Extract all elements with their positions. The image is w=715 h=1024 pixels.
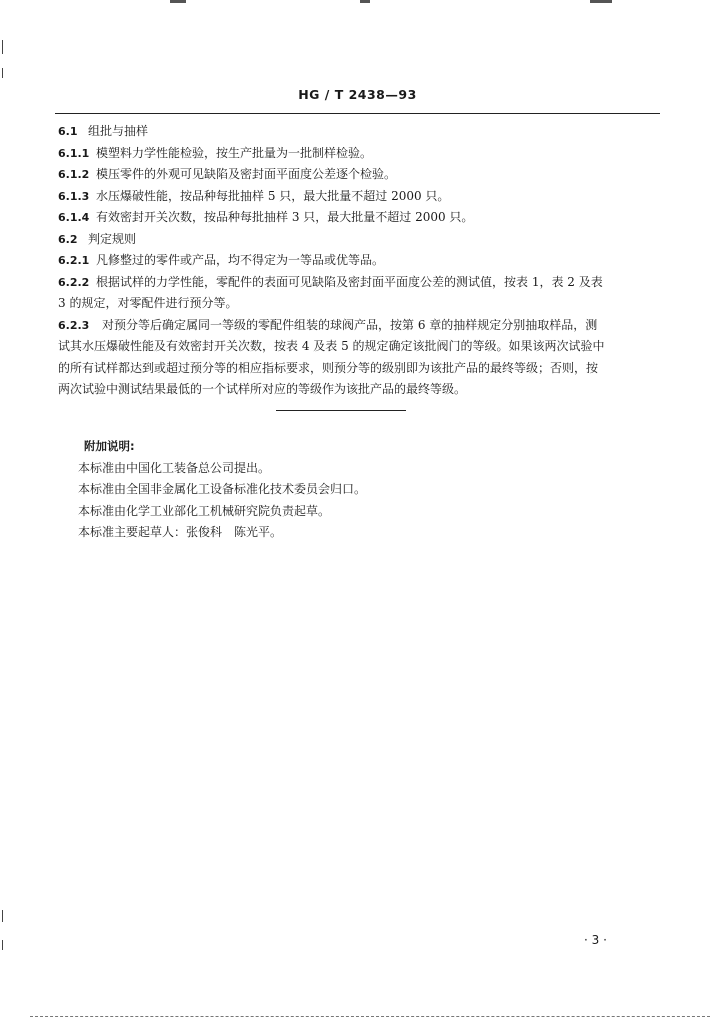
scan-artifact <box>360 0 370 3</box>
notes-line: 本标准由中国化工装备总公司提出。 <box>78 460 271 475</box>
clause-number: 6.2.1 <box>58 254 90 267</box>
scan-artifact <box>2 68 3 78</box>
standard-code-header: HG / T 2438—93 <box>298 87 417 102</box>
clause-number: 6.1.3 <box>58 189 90 203</box>
scan-artifact <box>590 0 612 3</box>
clause-line <box>58 272 660 294</box>
clause-continuation: 试其水压爆破性能及有效密封开关次数，按表 4 及表 5 的规定确定该批阀门的等级。如果该两次试验中 <box>58 339 605 353</box>
clause-line <box>58 315 660 337</box>
clause-continuation: 的所有试样都达到或超过预分等的相应指标要求，则预分等的级别即为该批产品的最终等级；否则，按 <box>58 360 599 375</box>
clause-text: 凡修整过的零件或产品，均不得定为一等品或优等品。 <box>96 253 385 267</box>
header-rule <box>55 113 660 114</box>
section-number: 6.1 <box>58 125 78 138</box>
main-content <box>58 121 660 401</box>
notes-line: 本标准由化学工业部化工机械研究院负责起草。 <box>78 503 331 518</box>
section-text: 组批与抽样 <box>88 124 149 138</box>
clause-text: 水压爆破性能，按品种每批抽样 5 只，最大批量不超过 2000 只。 <box>96 188 450 203</box>
clause-number: 6.2.3 <box>58 318 90 332</box>
clause-number: 6.2.2 <box>58 275 90 289</box>
section-text: 判定规则 <box>88 231 137 246</box>
clause-line <box>58 143 660 165</box>
notes-title: 附加说明: <box>84 439 135 453</box>
clause-continuation: 两次试验中测试结果最低的一个试样所对应的等级作为该批产品的最终等级。 <box>58 382 467 396</box>
clause-number: 6.1.2 <box>58 168 90 181</box>
clause-line <box>58 164 660 186</box>
page-number: · 3 · <box>584 933 607 947</box>
clause-text: 有效密封开关次数，按品种每批抽样 3 只，最大批量不超过 2000 只。 <box>96 210 474 224</box>
notes-line: 本标准由全国非金属化工设备标准化技术委员会归口。 <box>78 482 367 496</box>
notes-line: 本标准主要起草人：张俊科 陈光平。 <box>78 525 283 539</box>
clause-continuation: 3 的规定，对零配件进行预分等。 <box>58 296 238 310</box>
scan-artifact-bottom <box>30 1016 710 1019</box>
clause-line <box>58 186 660 208</box>
clause-text: 模塑料力学性能检验，按生产批量为一批制样检验。 <box>96 145 373 160</box>
scan-artifact <box>2 40 3 54</box>
section-heading <box>58 121 660 143</box>
section-divider <box>276 410 406 411</box>
scan-artifact <box>2 910 3 922</box>
clause-line <box>58 207 660 229</box>
clause-number: 6.1.4 <box>58 211 90 224</box>
clause-text: 对预分等后确定属同一等级的零配件组装的球阀产品，按第 6 章的抽样规定分别抽取样品，测 <box>102 317 598 332</box>
section-number: 6.2 <box>58 232 78 246</box>
clause-line <box>58 250 660 272</box>
clause-text: 模压零件的外观可见缺陷及密封面平面度公差逐个检验。 <box>96 167 397 181</box>
clause-number: 6.1.1 <box>58 146 90 160</box>
clause-text: 根据试样的力学性能，零配件的表面可见缺陷及密封面平面度公差的测试值，按表 1，表 2 及表 <box>96 274 603 289</box>
additional-notes <box>78 436 638 544</box>
scan-artifact <box>2 940 3 950</box>
section-heading <box>58 229 660 251</box>
scan-artifact <box>170 0 186 3</box>
